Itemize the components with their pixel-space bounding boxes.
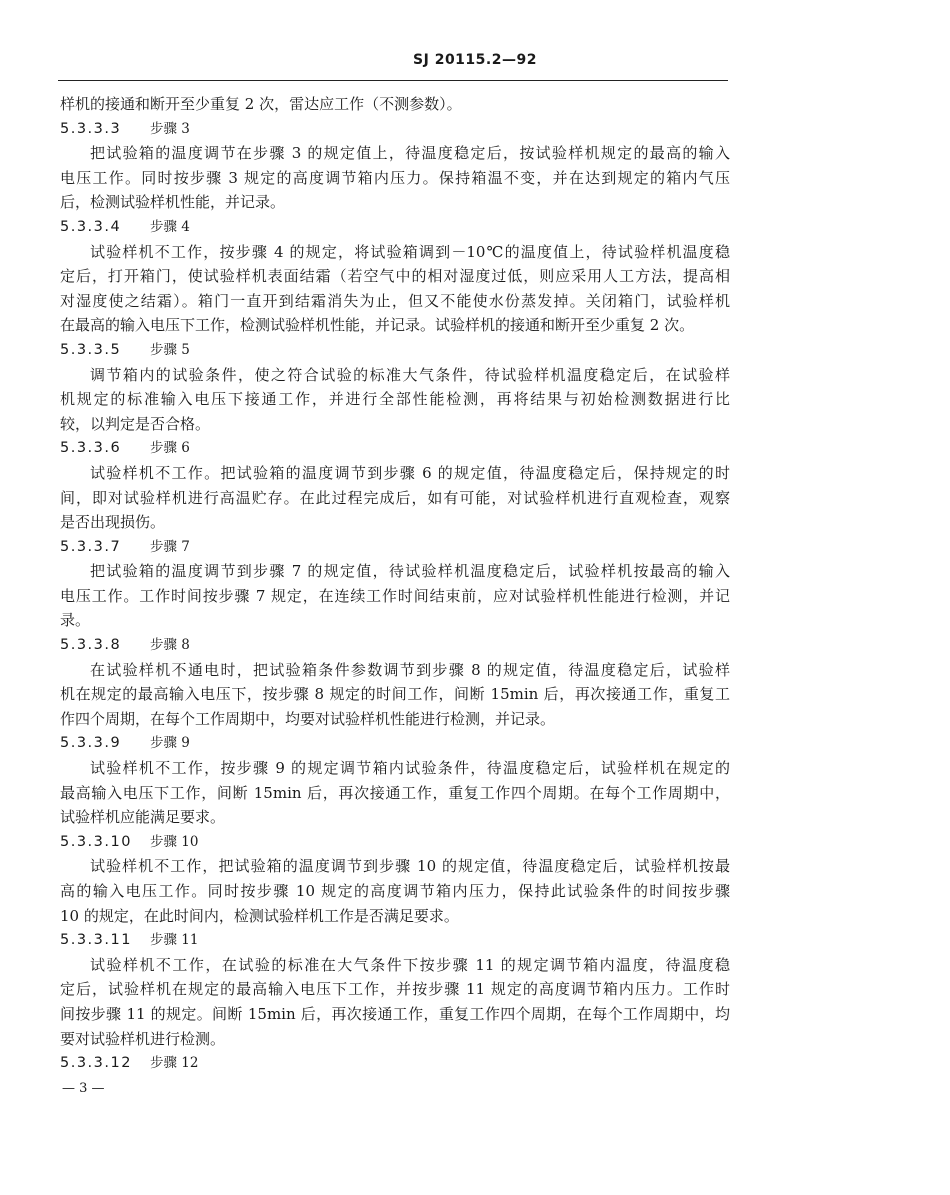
paragraph-line: 10 的规定，在此时间内，检测试验样机工作是否满足要求。: [60, 906, 459, 925]
paragraph-line: 间，即对试验样机进行高温贮存。在此过程完成后，如有可能，对试验样机进行直观检查，观察: [60, 488, 730, 507]
paragraph-line: 要对试验样机进行检测。: [60, 1029, 226, 1048]
intro-line: 样机的接通和断开至少重复 2 次，雷达应工作（不测参数）。: [60, 95, 462, 113]
paragraph-line: 间按步骤 11 的规定。间断 15min 后，再次接通工作，重复工作四个周期，在每个工作周期中，均: [60, 1004, 730, 1023]
paragraph-line: 试验样机不工作，在试验的标准在大气条件下按步骤 11 的规定调节箱内温度，待温度稳: [90, 955, 730, 974]
section-title: 步骤 9: [150, 735, 190, 752]
paragraph-line: 在最高的输入电压下工作，检测试验样机性能，并记录。试验样机的接通和断开至少重复 2 次。: [60, 316, 695, 335]
section-title: 步骤 12: [150, 1055, 199, 1072]
paragraph-line: 录。: [60, 611, 91, 630]
page-body: [60, 92, 730, 1076]
section-heading: [60, 535, 730, 560]
section-number: 5.3.3.8: [60, 637, 122, 654]
section-number: 5.3.3.5: [60, 341, 122, 358]
paragraph-line: 在试验样机不通电时，把试验箱条件参数调节到步骤 8 的规定值，待温度稳定后，试验样: [90, 660, 730, 679]
paragraph-line: 机在规定的最高输入电压下，按步骤 8 规定的时间工作，间断 15min 后，再次接通工作，重复工: [60, 685, 730, 704]
sections-container: [60, 117, 730, 1076]
section-number: 5.3.3.11: [60, 932, 132, 949]
section-number: 5.3.3.3: [60, 120, 122, 137]
section-heading: [60, 830, 730, 855]
section-number: 5.3.3.7: [60, 538, 122, 555]
paragraph-line: 电压工作。同时按步骤 3 规定的高度调节箱内压力。保持箱温不变，并在达到规定的箱内气压: [60, 168, 730, 187]
paragraph-line: 定后，打开箱门，使试验样机表面结霜（若空气中的相对湿度过低，则应采用人工方法，提高相: [60, 267, 730, 286]
section-title: 步骤 11: [150, 932, 199, 949]
paragraph-line: 较，以判定是否合格。: [60, 414, 211, 433]
section-heading: [60, 338, 730, 363]
paragraph-line: 试验样机不工作，按步骤 9 的规定调节箱内试验条件，待温度稳定后，试验样机在规定的: [90, 759, 730, 778]
page-number: — 3 —: [62, 1081, 105, 1096]
section-title: 步骤 7: [150, 538, 190, 555]
section-title: 步骤 3: [150, 120, 190, 137]
section-number: 5.3.3.6: [60, 440, 122, 457]
section-heading: [60, 731, 730, 756]
paragraph-line: 调节箱内的试验条件，使之符合试验的标准大气条件，待试验样机温度稳定后，在试验样: [90, 365, 730, 384]
section-title: 步骤 4: [150, 218, 190, 235]
section-number: 5.3.3.10: [60, 833, 132, 850]
paragraph-line: 最高输入电压下工作，间断 15min 后，再次接通工作，重复工作四个周期。在每个工作周期中，: [60, 783, 730, 802]
paragraph-line: 试验样机不工作，把试验箱的温度调节到步骤 10 的规定值，待温度稳定后，试验样机按最: [90, 857, 730, 876]
paragraph-line: 高的输入电压工作。同时按步骤 10 规定的高度调节箱内压力，保持此试验条件的时间按步骤: [60, 882, 730, 900]
paragraph-line: 把试验箱的温度调节到步骤 7 的规定值，待试验样机温度稳定后，试验样机按最高的输入: [90, 562, 730, 581]
paragraph-line: 定后，试验样机在规定的最高输入电压下工作，并按步骤 11 规定的高度调节箱内压力。工作时: [60, 980, 730, 999]
section-heading: [60, 633, 730, 658]
section-title: 步骤 8: [150, 637, 190, 654]
section-title: 步骤 5: [150, 341, 190, 358]
section-heading: [60, 1051, 730, 1076]
paragraph-line: 作四个周期，在每个工作周期中，均要对试验样机性能进行检测，并记录。: [60, 709, 556, 728]
paragraph-line: 电压工作。工作时间按步骤 7 规定，在连续工作时间结束前，应对试验样机性能进行检测，并记: [60, 586, 730, 605]
section-heading: [60, 117, 730, 142]
paragraph-line: 机规定的标准输入电压下接通工作，并进行全部性能检测，再将结果与初始检测数据进行比: [60, 390, 730, 409]
section-number: 5.3.3.12: [60, 1055, 132, 1072]
section-heading: [60, 215, 730, 240]
paragraph-line: 是否出现损伤。: [60, 513, 166, 532]
section-heading: [60, 928, 730, 953]
paragraph-line: 把试验箱的温度调节在步骤 3 的规定值上，待温度稳定后，按试验样机规定的最高的输入: [90, 144, 730, 163]
paragraph-line: 试验样机不工作。把试验箱的温度调节到步骤 6 的规定值，待温度稳定后，保持规定的时: [90, 463, 730, 482]
section-heading: [60, 436, 730, 461]
paragraph-line: 试验样机不工作，按步骤 4 的规定，将试验箱调到－10℃的温度值上，待试验样机温度稳: [90, 242, 730, 261]
paragraph-line: 后，检测试验样机性能，并记录。: [60, 193, 286, 212]
header-rule: [58, 80, 728, 81]
section-number: 5.3.3.4: [60, 218, 122, 235]
document-header: SJ 20115.2—92: [413, 52, 537, 68]
section-title: 步骤 6: [150, 440, 190, 457]
paragraph-line: 对湿度使之结霜）。箱门一直开到结霜消失为止，但又不能使水份蒸发掉。关闭箱门，试验样机: [60, 291, 730, 310]
section-number: 5.3.3.9: [60, 735, 122, 752]
section-title: 步骤 10: [150, 833, 199, 850]
paragraph-line: 试验样机应能满足要求。: [60, 808, 226, 827]
